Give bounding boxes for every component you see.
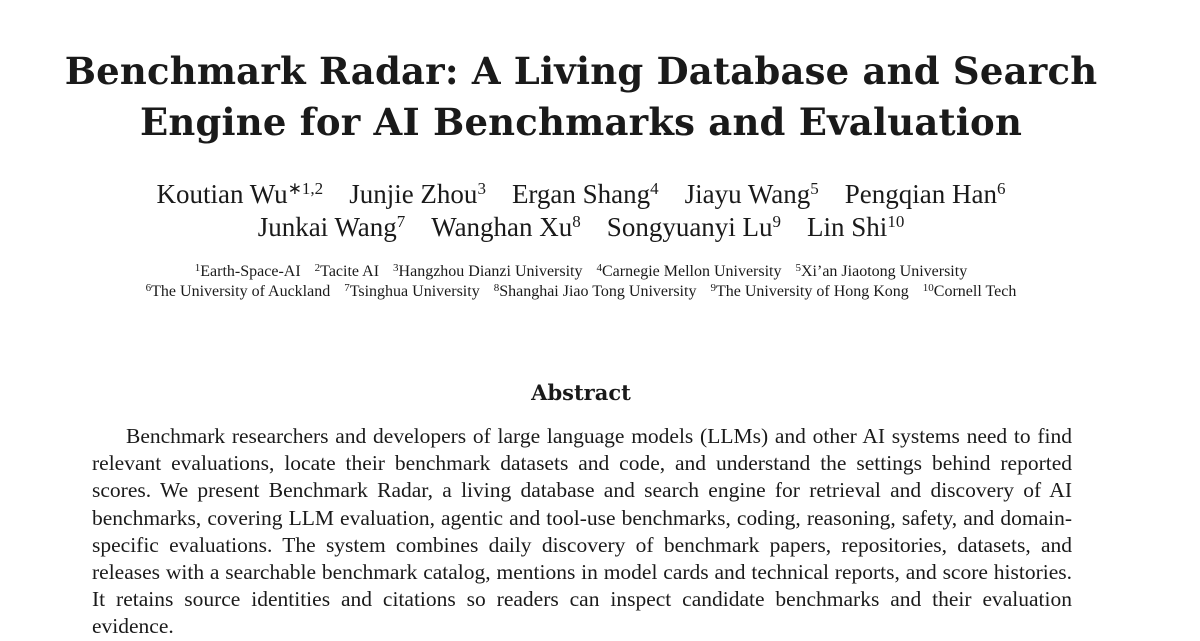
title-line-1: Benchmark Radar: A Living Database and Search xyxy=(64,49,1098,93)
affiliation: $^8$Shanghai Jiao Tong University xyxy=(493,282,697,300)
affiliation-list xyxy=(0,262,1162,302)
affiliation-line-2 xyxy=(0,282,1162,302)
affiliation: $^6$The University of Auckland xyxy=(145,282,331,300)
author-list xyxy=(0,178,1162,244)
author: Pengqian Han$^6$ xyxy=(844,179,1006,209)
author: Jiayu Wang$^5$ xyxy=(684,179,819,209)
author: Koutian $Wu^{∗1,2}$ xyxy=(156,179,324,209)
affiliation: $^7$Tsinghua University xyxy=(344,282,480,300)
affiliation: $^5$Xi’an Jiaotong University xyxy=(795,262,968,280)
title-line-2: Engine for AI Benchmarks and Evaluation xyxy=(139,100,1023,144)
affiliation: $^1$Earth-Space-AI xyxy=(194,262,301,280)
affiliation: $^4$Carnegie Mellon University xyxy=(596,262,782,280)
author: Songyuanyi Lu$^9$ xyxy=(606,212,782,242)
affiliation: $^{10}$Cornell Tech xyxy=(922,282,1017,300)
author: Ergan Shang$^4$ xyxy=(511,179,659,209)
affiliation: $^2$Tacite AI xyxy=(314,262,380,280)
author: Junjie Zhou$^3$ xyxy=(349,179,486,209)
affiliation: $^9$The University of Hong Kong xyxy=(710,282,909,300)
author-line-2 xyxy=(0,211,1162,244)
author: Junkai Wang$^7$ xyxy=(257,212,406,242)
abstract-heading: Abstract xyxy=(531,380,631,405)
author: Lin Shi$^{10}$ xyxy=(807,212,905,242)
author: Wanghan Xu$^8$ xyxy=(431,212,581,242)
affiliation-line-1 xyxy=(0,262,1162,282)
author-line-1 xyxy=(0,178,1162,211)
paper-title xyxy=(0,46,1162,148)
affiliation: $^3$Hangzhou Dianzi University xyxy=(393,262,583,280)
abstract-text: Benchmark researchers and developers of large language models (LLMs) and other AI systems need to find relevant evaluations, locate their benchmark datasets and code, and understand the settings behind reported scores. We present Benchmark Radar, a living database and search engine for retrieval and discovery of AI benchmarks, covering LLM evaluation, agentic and tool-use benchmarks, coding, reasoning, safety, and domain-specific evaluations. The system combines daily discovery of benchmark papers, repositories, datasets, and releases with a searchable benchmark catalog, mentions in model cards and technical reports, and score histories. It retains source identities and citations so readers can inspect candidate benchmarks and their evaluation evidence. xyxy=(92,424,1072,639)
